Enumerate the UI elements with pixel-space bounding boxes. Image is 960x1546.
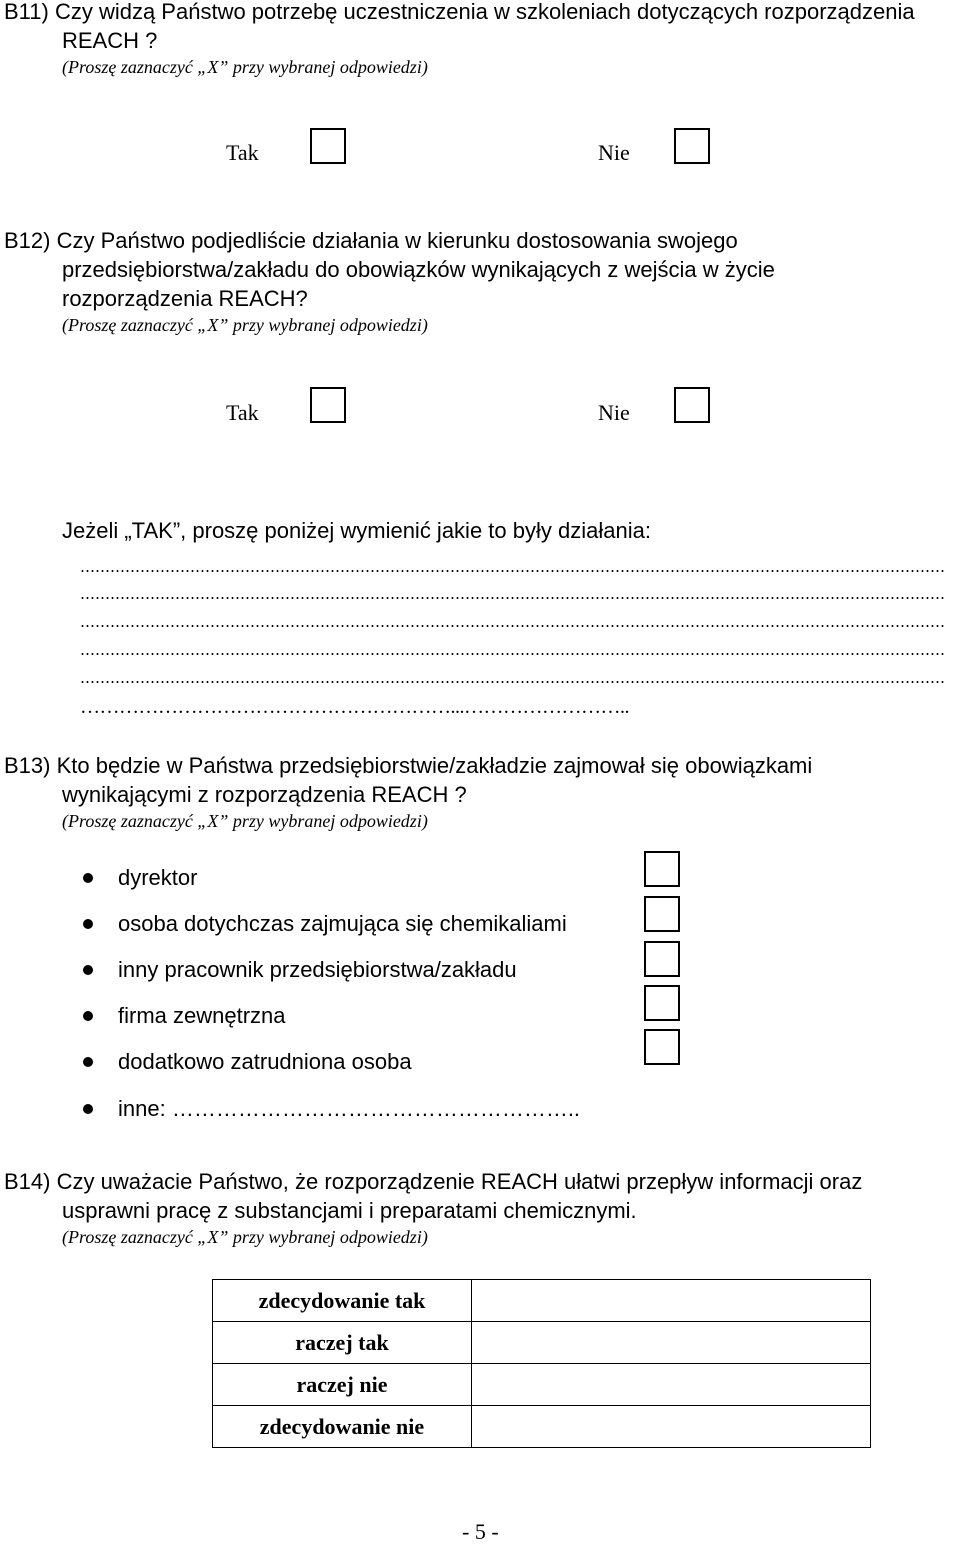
b11-no-label: Nie bbox=[598, 140, 630, 165]
b11-yes-checkbox[interactable] bbox=[310, 128, 346, 164]
b13-option-label: dodatkowo zatrudniona osoba bbox=[118, 1049, 412, 1074]
b12-answer-line-5[interactable] bbox=[80, 681, 946, 683]
b12-no-checkbox[interactable] bbox=[674, 387, 710, 423]
b13-option-checkbox-dyrektor[interactable] bbox=[644, 851, 680, 887]
b14-hint: (Proszę zaznaczyć „X” przy wybranej odpowiedzi) bbox=[62, 1227, 428, 1247]
b12-yes-checkbox[interactable] bbox=[310, 387, 346, 423]
b12-hint: (Proszę zaznaczyć „X” przy wybranej odpowiedzi) bbox=[62, 315, 428, 335]
b11-hint: (Proszę zaznaczyć „X” przy wybranej odpowiedzi) bbox=[62, 57, 428, 77]
b13-other-field[interactable]: inne: ……………………………………………….. bbox=[118, 1096, 581, 1121]
b13-option-checkbox-firma[interactable] bbox=[644, 985, 680, 1021]
b12-yes-label: Tak bbox=[226, 400, 259, 425]
answer-label: zdecydowanie tak bbox=[213, 1280, 472, 1322]
answer-cell-zdecydowanie-nie[interactable] bbox=[472, 1406, 871, 1448]
b11-yes-label: Tak bbox=[226, 140, 259, 165]
b13-question-line1: B13) Kto będzie w Państwa przedsiębiorstwie/zakładzie zajmował się obowiązkami bbox=[4, 753, 813, 778]
b11-question-line1: B11) Czy widzą Państwo potrzebę uczestniczenia w szkoleniach dotyczących rozporządzenia bbox=[4, 0, 915, 24]
b12-answer-line-3[interactable] bbox=[80, 625, 946, 627]
page-number: - 5 - bbox=[462, 1519, 499, 1544]
table-row bbox=[213, 1364, 871, 1406]
b13-option-checkbox-zatrudniona[interactable] bbox=[644, 1029, 680, 1065]
bullet-icon bbox=[83, 1104, 93, 1114]
bullet-icon bbox=[83, 965, 93, 975]
answer-label: zdecydowanie nie bbox=[213, 1406, 472, 1448]
answer-cell-raczej-tak[interactable] bbox=[472, 1322, 871, 1364]
b12-question-line1: B12) Czy Państwo podjedliście działania w kierunku dostosowania swojego bbox=[4, 228, 738, 253]
b13-option-checkbox-pracownik[interactable] bbox=[644, 941, 680, 977]
b12-answer-line-2[interactable] bbox=[80, 597, 946, 599]
b12-question-line3: rozporządzenia REACH? bbox=[62, 286, 308, 311]
answer-label: raczej tak bbox=[213, 1322, 472, 1364]
b13-option-label: osoba dotychczas zajmująca się chemikaliami bbox=[118, 911, 567, 936]
bullet-icon bbox=[83, 1011, 93, 1021]
answer-label: raczej nie bbox=[213, 1364, 472, 1406]
b11-question-line2: REACH ? bbox=[62, 28, 158, 53]
answer-cell-zdecydowanie-tak[interactable] bbox=[472, 1280, 871, 1322]
b13-option-label: dyrektor bbox=[118, 865, 198, 890]
b14-question-line2: usprawni pracę z substancjami i preparatami chemicznymi. bbox=[62, 1198, 637, 1223]
answer-cell-raczej-nie[interactable] bbox=[472, 1364, 871, 1406]
b13-hint: (Proszę zaznaczyć „X” przy wybranej odpowiedzi) bbox=[62, 811, 428, 831]
bullet-icon bbox=[83, 1057, 93, 1067]
table-row bbox=[213, 1322, 871, 1364]
table-row bbox=[213, 1280, 871, 1322]
b12-question-line2: przedsiębiorstwa/zakładu do obowiązków wynikających z wejścia w życie bbox=[62, 257, 775, 282]
b12-followup-prompt: Jeżeli „TAK”, proszę poniżej wymienić jakie to były działania: bbox=[62, 518, 651, 543]
b11-no-checkbox[interactable] bbox=[674, 128, 710, 164]
bullet-icon bbox=[83, 919, 93, 929]
b12-answer-line-4[interactable] bbox=[80, 653, 946, 655]
b12-answer-line-6[interactable]: …………………………………………………...…………………….. bbox=[80, 696, 629, 718]
b13-question-line2: wynikającymi z rozporządzenia REACH ? bbox=[62, 782, 467, 807]
b12-no-label: Nie bbox=[598, 400, 630, 425]
b13-option-label: firma zewnętrzna bbox=[118, 1003, 286, 1028]
b14-question-line1: B14) Czy uważacie Państwo, że rozporządzenie REACH ułatwi przepływ informacji oraz bbox=[4, 1169, 863, 1194]
table-row bbox=[213, 1406, 871, 1448]
b13-option-checkbox-chemikalia[interactable] bbox=[644, 896, 680, 932]
bullet-icon bbox=[83, 873, 93, 883]
b12-answer-line-1[interactable] bbox=[80, 570, 946, 572]
b14-answer-table bbox=[212, 1279, 871, 1448]
b13-option-label: inny pracownik przedsiębiorstwa/zakładu bbox=[118, 957, 517, 982]
